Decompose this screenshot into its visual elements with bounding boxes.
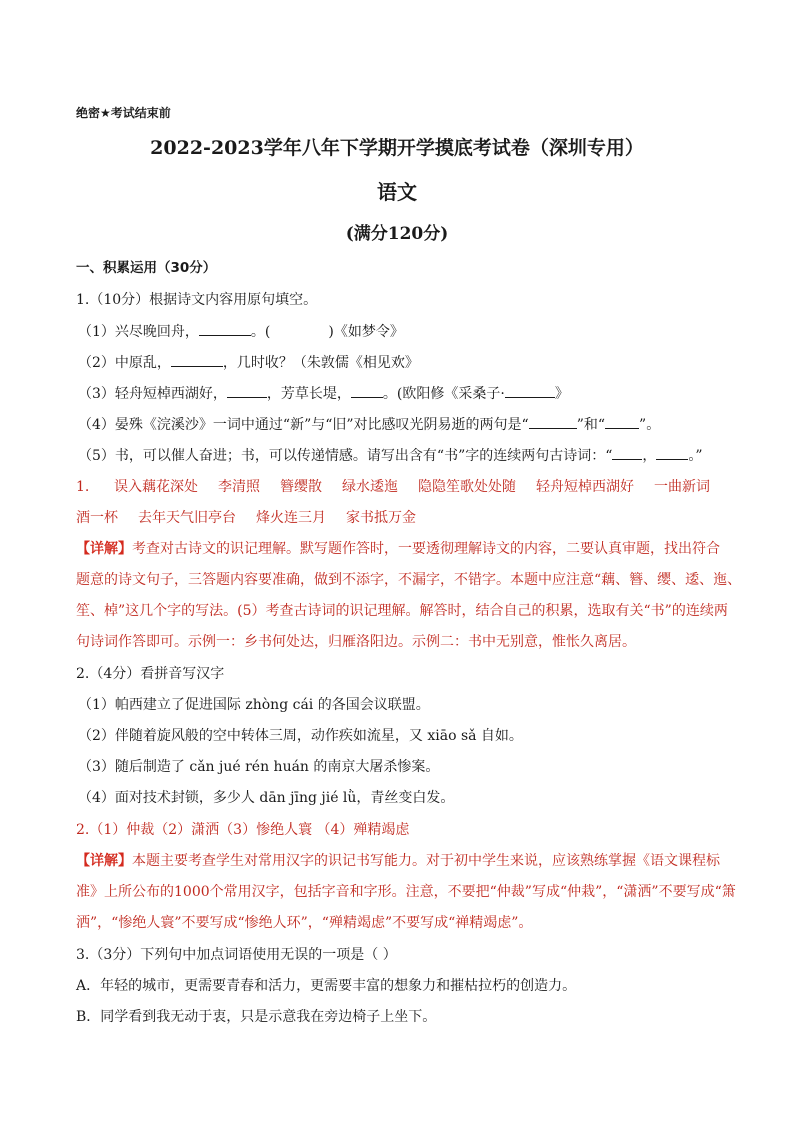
answer-item: 绿水逶迤 — [342, 479, 398, 495]
answer-blank — [351, 383, 383, 398]
question-2-stem: 2.（4分）看拼音写汉字 — [76, 666, 225, 682]
question-1-item-2 — [78, 352, 419, 373]
item-text: （1）兴尽晚回舟， — [78, 324, 199, 340]
question-1-item-3 — [78, 383, 569, 404]
item-text: 》 — [554, 386, 569, 402]
item-text: 。( — [250, 324, 271, 340]
answer-item: 轻舟短棹西湖好 — [536, 479, 634, 495]
item-text: ，芳草长堤， — [266, 386, 351, 402]
answer-item: 酒一杯 — [76, 510, 118, 526]
subject-title: 语文 — [377, 180, 417, 204]
question-2-detail-line-3: 洒”，“惨绝人寰”不要写成“惨绝人环”，“殚精竭虑”不要写成“禅精竭虑”。 — [76, 915, 533, 931]
item-text: )《如梦令》 — [328, 324, 404, 340]
answer-blank — [199, 321, 251, 336]
question-1-detail-line-2: 题意的诗文句子，三答题内容要准确，做到不添字，不漏字，不错字。本题中应注意“藕、簪、缨、逶、迤、 — [76, 572, 742, 588]
answer-blank — [227, 383, 267, 398]
answer-item: 李清照 — [218, 479, 260, 495]
answer-blank — [612, 445, 642, 460]
item-text: （3）轻舟短棹西湖好， — [78, 386, 227, 402]
answer-blank — [605, 414, 639, 429]
answer-item: 隐隐笙歌处处随 — [418, 479, 516, 495]
detail-text: 考查对古诗文的识记理解。默写题作答时，一要透彻理解诗文的内容，二要认真审题，找出符合 — [132, 541, 720, 557]
question-1-answers-line-2 — [76, 508, 436, 528]
question-2-item-1: （1）帕西建立了促进国际 zhòng cái 的各国会议联盟。 — [78, 697, 430, 713]
section-heading: 一、积累运用（30分） — [76, 260, 217, 276]
detail-tag: 【详解】 — [76, 853, 132, 869]
item-text: 。” — [688, 448, 703, 464]
question-1-stem: 1.（10分）根据诗文内容用原句填空。 — [76, 292, 318, 308]
question-2-detail-line-1 — [76, 851, 720, 871]
item-text: ”和“ — [576, 417, 606, 433]
answer-blank — [505, 383, 555, 398]
question-2-item-4: （4）面对技术封锁，多少人 dān jīng jié lǜ，青丝变白发。 — [78, 790, 455, 806]
question-1-detail-line-3: 笙、棹”这几个字的写法。(5）考查古诗词的识记理解。解答时，结合自己的积累，选取有关“书”的连续两 — [76, 603, 728, 619]
question-1-answers-line-1 — [76, 477, 710, 497]
question-3-stem: 3.（3分）下列句中加点词语使用无误的一项是（ ） — [76, 947, 397, 963]
detail-tag: 【详解】 — [76, 541, 132, 557]
answer-blank — [171, 352, 223, 367]
question-1-detail-line-1 — [76, 539, 720, 559]
item-text: ，几时收？（朱敦儒《相见欢》 — [222, 355, 419, 371]
answer-number: 1. — [76, 479, 90, 495]
question-1-item-4 — [78, 414, 660, 435]
question-2-item-2: （2）伴随着旋风般的空中转体三周，动作疾如流星，又 xiāo sǎ 自如。 — [78, 728, 523, 744]
question-3-option-b: B．同学看到我无动于衷，只是示意我在旁边椅子上坐下。 — [76, 1009, 437, 1025]
question-2-answer: 2.（1）仲裁（2）潇洒（3）惨绝人寰 （4）殚精竭虑 — [76, 822, 410, 838]
question-1-detail-line-4: 句诗词作答即可。示例一：乡书何处达，归雁洛阳边。示例二：书中无别意，惟怅久离居。 — [76, 634, 636, 650]
question-3-option-a: A．年轻的城市，更需要青春和活力，更需要丰富的想象力和摧枯拉朽的创造力。 — [76, 978, 577, 994]
answer-item: 去年天气旧亭台 — [138, 510, 236, 526]
question-1-item-5 — [78, 445, 703, 466]
answer-item: 烽火连三月 — [256, 510, 326, 526]
question-2-item-3: （3）随后制造了 cǎn jué rén huán 的南京大屠杀惨案。 — [78, 759, 440, 775]
detail-text: 本题主要考查学生对常用汉字的识记书写能力。对于初中学生来说，应该熟练掌握《语文课程标 — [132, 853, 720, 869]
item-text: ， — [642, 448, 657, 464]
answer-blank — [529, 414, 577, 429]
question-2-detail-line-2: 准》上所公布的1000个常用汉字，包括字音和字形。注意，不要把“仲裁”写成“仲栽”，“潇洒”不要写成“箫 — [76, 884, 736, 900]
page-title: 2022-2023学年八年下学期开学摸底考试卷（深圳专用） — [150, 137, 644, 159]
question-1-item-1 — [78, 321, 404, 342]
answer-item: 簪缨散 — [280, 479, 322, 495]
item-text: ”。 — [639, 417, 661, 433]
answer-item: 误入藕花深处 — [114, 479, 198, 495]
answer-item: 家书抵万金 — [346, 510, 416, 526]
item-text: 。(欧阳修《采桑子· — [382, 386, 505, 402]
confidential-label: 绝密★考试结束前 — [76, 106, 171, 120]
answer-item: 一曲新词 — [654, 479, 710, 495]
item-text: （5）书，可以催人奋进；书，可以传递情感。请写出含有“书”字的连续两句古诗词：“ — [78, 448, 613, 464]
item-text: （2）中原乱， — [78, 355, 171, 371]
full-score-label: (满分120分) — [345, 224, 449, 244]
item-text: （4）晏殊《浣溪沙》一词中通过“新”与“旧”对比感叹光阴易逝的两句是“ — [78, 417, 529, 433]
answer-blank — [656, 445, 688, 460]
